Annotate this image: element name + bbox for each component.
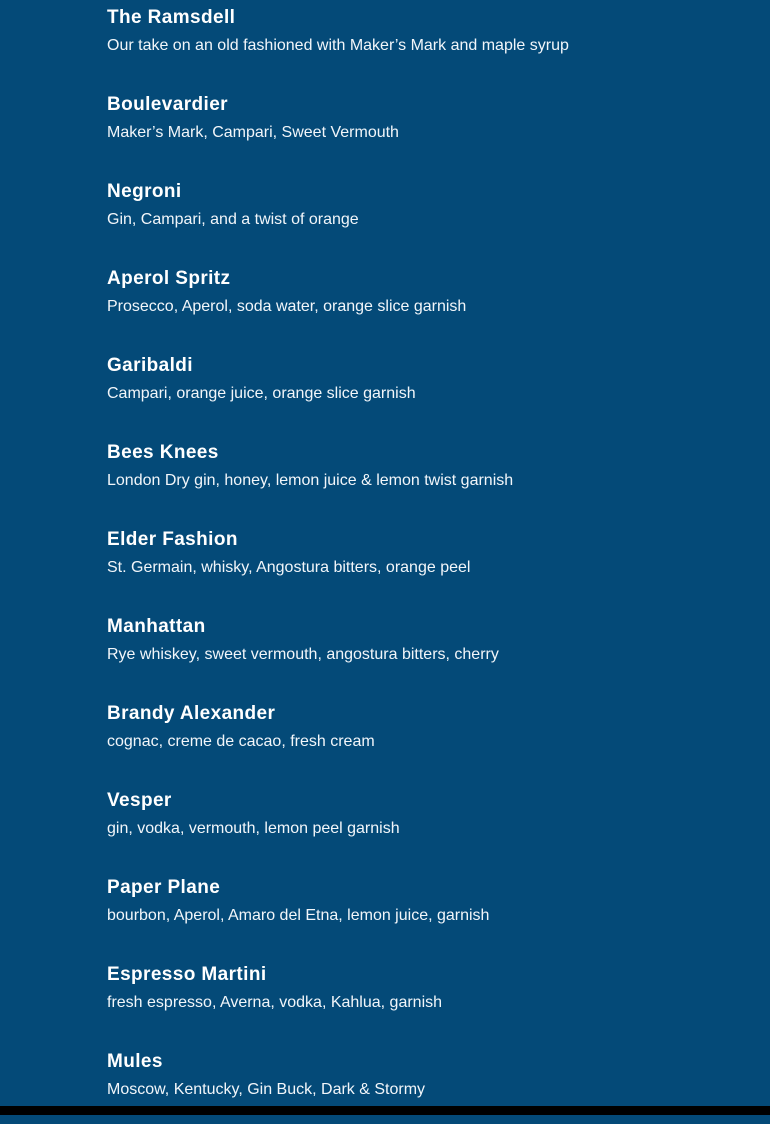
menu-item-name: Boulevardier bbox=[107, 94, 228, 115]
menu-item-name: Vesper bbox=[107, 790, 172, 811]
menu-item-name: Garibaldi bbox=[107, 355, 193, 376]
menu-item-name: Negroni bbox=[107, 181, 182, 202]
menu-item-name: Brandy Alexander bbox=[107, 703, 276, 724]
menu-item-description: cognac, creme de cacao, fresh cream bbox=[107, 733, 375, 750]
menu-item bbox=[107, 609, 747, 689]
menu-item-description: St. Germain, whisky, Angostura bitters, orange peel bbox=[107, 559, 471, 576]
menu-item bbox=[107, 870, 747, 950]
menu-item-description: Our take on an old fashioned with Maker’s Mark and maple syrup bbox=[107, 37, 569, 54]
menu-item bbox=[107, 957, 747, 1037]
menu-item-description: Gin, Campari, and a twist of orange bbox=[107, 211, 359, 228]
menu-item-name: Paper Plane bbox=[107, 877, 221, 898]
menu-item-name: Manhattan bbox=[107, 616, 206, 637]
menu-item bbox=[107, 783, 747, 863]
menu-item bbox=[107, 0, 747, 80]
menu-item bbox=[107, 522, 747, 602]
bottom-edge-bar bbox=[0, 1106, 770, 1115]
menu-item bbox=[107, 174, 747, 254]
menu-item bbox=[107, 435, 747, 515]
menu-item-name: The Ramsdell bbox=[107, 7, 236, 28]
menu-item-description: bourbon, Aperol, Amaro del Etna, lemon juice, garnish bbox=[107, 907, 490, 924]
menu-item bbox=[107, 261, 747, 341]
menu-item-description: Rye whiskey, sweet vermouth, angostura bitters, cherry bbox=[107, 646, 499, 663]
menu-item-description: Moscow, Kentucky, Gin Buck, Dark & Stormy bbox=[107, 1081, 426, 1098]
menu-item-description: gin, vodka, vermouth, lemon peel garnish bbox=[107, 820, 400, 837]
menu-item-name: Aperol Spritz bbox=[107, 268, 231, 289]
menu-item-description: Campari, orange juice, orange slice garnish bbox=[107, 385, 416, 402]
menu-item bbox=[107, 348, 747, 428]
menu-item-name: Bees Knees bbox=[107, 442, 219, 463]
menu-item bbox=[107, 87, 747, 167]
menu-item-name: Espresso Martini bbox=[107, 964, 267, 985]
menu-item-name: Mules bbox=[107, 1051, 163, 1072]
menu-item bbox=[107, 696, 747, 776]
menu-item-description: Prosecco, Aperol, soda water, orange slice garnish bbox=[107, 298, 467, 315]
menu-item-description: Maker’s Mark, Campari, Sweet Vermouth bbox=[107, 124, 399, 141]
menu-item-name: Elder Fashion bbox=[107, 529, 238, 550]
menu-item-description: London Dry gin, honey, lemon juice & lemon twist garnish bbox=[107, 472, 514, 489]
menu-item-description: fresh espresso, Averna, vodka, Kahlua, garnish bbox=[107, 994, 443, 1011]
